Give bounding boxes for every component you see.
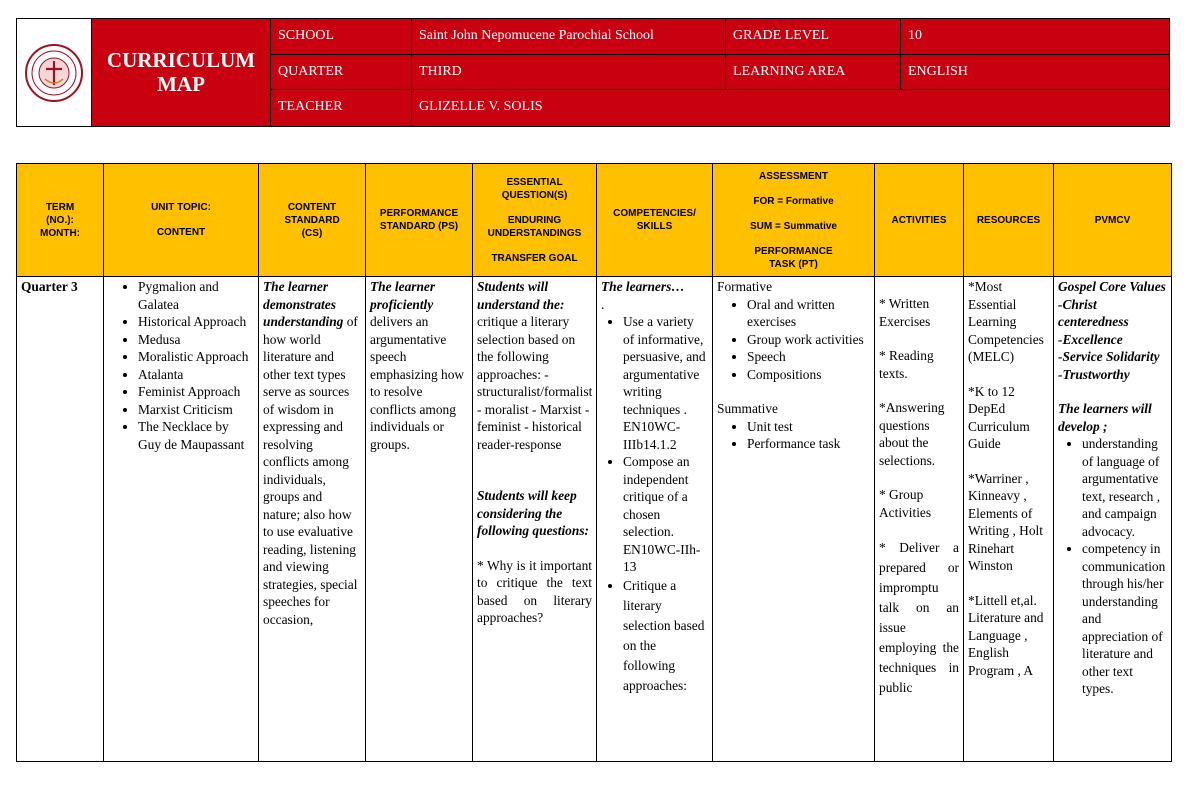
curriculum-map-table	[16, 163, 1172, 762]
list-item: • Performance task	[747, 435, 870, 453]
header-line: STANDARD (PS)	[379, 221, 459, 232]
resource-item: *Warriner , Kinneavy , Elements of Writing , Holt Rinehart Winston	[968, 470, 1043, 573]
competencies-list	[601, 313, 708, 696]
list-item: • Group work activities	[747, 331, 870, 349]
school-value: Saint John Nepomucene Parochial School	[412, 19, 726, 55]
essential-lead-2: Students will keep considering the following questions:	[477, 488, 589, 538]
formative-label: Formative	[717, 279, 773, 294]
header-line: CONTENT	[287, 201, 337, 213]
title-line: MAP	[157, 71, 205, 96]
list-item: • Marxist Criticism	[138, 401, 254, 419]
header-line: MONTH:	[40, 227, 80, 239]
resource-item: *Littell et,al. Literature and Language , English Program , A	[968, 592, 1044, 678]
teacher-label: TEACHER	[271, 90, 412, 126]
term-value: Quarter 3	[21, 279, 78, 294]
header-line: FOR = Formative	[753, 195, 834, 207]
list-item: • Oral and written exercises	[747, 296, 870, 331]
competencies-cell	[597, 277, 713, 762]
column-header-essential-questions	[473, 164, 597, 277]
header-line: CONTENT	[156, 227, 206, 238]
content-standard-lead: The learner demonstrates understanding	[263, 279, 344, 329]
list-item: • Critique a literary selection based on the following approaches:	[623, 576, 708, 696]
formative-list	[717, 296, 870, 384]
header-line: UNIT TOPIC:	[151, 202, 211, 213]
header-line: PERFORMANCE	[754, 245, 833, 257]
essential-lead: Students will understand the:	[477, 279, 565, 312]
column-header-resources: RESOURCES	[964, 164, 1054, 277]
grade-level-label: GRADE LEVEL	[726, 19, 901, 55]
header-line: SUM = Summative	[750, 220, 837, 232]
list-item: • Atalanta	[138, 366, 254, 384]
list-item: • The Necklace by Guy de Maupassant	[138, 418, 254, 453]
summative-label: Summative	[717, 401, 778, 416]
teacher-value: GLIZELLE V. SOLIS	[419, 99, 543, 115]
resources-cell	[964, 277, 1054, 762]
column-header-performance-standard	[366, 164, 473, 277]
title-line: CURRICULUM	[106, 48, 256, 73]
pvmcv-lead: The learners will develop ;	[1058, 401, 1152, 434]
pvmcv-list	[1058, 435, 1167, 698]
pvmcv-value: -Christ centeredness	[1058, 296, 1129, 329]
list-item: • Feminist Approach	[138, 383, 254, 401]
competencies-dot: .	[601, 296, 605, 312]
column-header-competencies	[597, 164, 713, 277]
table-row	[17, 277, 1172, 762]
header-line: TERM	[45, 201, 75, 213]
pvmcv-cell	[1054, 277, 1172, 762]
header-line: ASSESSMENT	[759, 170, 828, 182]
essential-text: critique a literary selection based on the following approaches: - structuralist/formalist - moralist - Marxist - feminist - historical reader-response	[477, 314, 593, 452]
column-header-pvmcv: PVMCV	[1054, 164, 1172, 277]
quarter-label: QUARTER	[271, 55, 412, 91]
header-line: TASK (PT)	[769, 258, 818, 270]
list-item: • Compositions	[747, 366, 870, 384]
curriculum-map-title	[92, 19, 271, 126]
header-line: QUESTION(S)	[501, 189, 568, 201]
list-item: • Pygmalion and Galatea	[138, 278, 254, 313]
header-line: UNDERSTANDINGS	[487, 227, 582, 239]
header-line: ESSENTIAL	[506, 176, 563, 188]
header-line: TRANSFER GOAL	[491, 252, 578, 264]
column-header-content-standard	[259, 164, 366, 277]
header-info-grid	[271, 19, 1169, 126]
activities-cell	[875, 277, 964, 762]
header-line: SKILLS	[636, 221, 673, 232]
header-line: STANDARD	[284, 214, 340, 226]
unit-topic-list	[108, 278, 254, 453]
school-label: SCHOOL	[271, 19, 412, 55]
activity-item: * Group Activities	[879, 487, 932, 520]
performance-standard-text: delivers an argumentative speech emphasizing how to resolve conflicts among individuals or groups.	[370, 314, 465, 452]
activity-item: * Written Exercises	[879, 296, 931, 329]
term-cell	[17, 277, 104, 762]
resource-item: *Most Essential Learning Competencies (MELC)	[968, 279, 1044, 364]
list-item: • Speech	[747, 348, 870, 366]
pvmcv-value: -Service Solidarity	[1058, 349, 1160, 364]
school-seal-icon	[24, 43, 84, 103]
header-line: (CS)	[301, 227, 323, 239]
curriculum-header	[16, 18, 1170, 127]
learning-area-value: ENGLISH	[901, 55, 1169, 91]
competencies-lead: The learners…	[601, 279, 685, 294]
list-item: • Use a variety of informative, persuasive, and argumentative writing techniques . EN10WC-IIIb14.1.2	[623, 313, 708, 453]
list-item: • understanding of language of argumentative text, research , and campaign advocacy.	[1082, 435, 1167, 540]
header-line: PERFORMANCE	[379, 208, 459, 219]
pvmcv-value: -Trustworthy	[1058, 366, 1130, 382]
unit-topic-cell	[104, 277, 259, 762]
performance-standard-lead: The learner proficiently	[370, 279, 436, 312]
quarter-value: THIRD	[412, 55, 726, 91]
header-line: ENDURING	[507, 214, 562, 226]
list-item: • Historical Approach	[138, 313, 254, 331]
list-item: • Unit test	[747, 418, 870, 436]
content-standard-cell	[259, 277, 366, 762]
school-logo-cell	[17, 19, 92, 126]
activity-item: *Answering questions about the selections.	[879, 400, 945, 468]
column-header-unit-topic	[104, 164, 259, 277]
list-item: • Moralistic Approach	[138, 348, 254, 366]
table-header-row	[17, 164, 1172, 277]
learning-area-label: LEARNING AREA	[726, 55, 901, 91]
list-item: • Compose an independent critique of a chosen selection. EN10WC-IIh-13	[623, 453, 708, 576]
pvmcv-value: -Excellence	[1058, 331, 1123, 347]
activity-item: * Reading texts.	[879, 348, 934, 381]
grade-level-value: 10	[901, 19, 1169, 55]
list-item: • competency in communication through his/her understanding and appreciation of literature and other text types.	[1082, 540, 1167, 698]
performance-standard-cell	[366, 277, 473, 762]
activity-item: * Deliver a prepared or impromptu talk on an issue employing the techniques in public	[879, 540, 959, 695]
resource-item: *K to 12 DepEd Curriculum Guide	[968, 383, 1030, 451]
assessment-cell	[713, 277, 875, 762]
essential-questions-cell	[473, 277, 597, 762]
pvmcv-heading: Gospel Core Values	[1058, 279, 1166, 294]
header-line: COMPETENCIES/	[613, 208, 696, 219]
header-line: (NO.):	[46, 214, 74, 226]
column-header-term	[17, 164, 104, 277]
content-standard-text: of how world literature and other text types serve as sources of wisdom in expressing and resolving conflicts among individuals, groups and nature; also how to use evaluative reading, listening and viewing strategies, special speeches for occasion,	[263, 314, 358, 627]
essential-question: * Why is it important to critique the text based on literary approaches?	[477, 557, 592, 625]
column-header-assessment	[713, 164, 875, 277]
summative-list	[717, 418, 870, 453]
column-header-activities: ACTIVITIES	[875, 164, 964, 277]
list-item: • Medusa	[138, 331, 254, 349]
